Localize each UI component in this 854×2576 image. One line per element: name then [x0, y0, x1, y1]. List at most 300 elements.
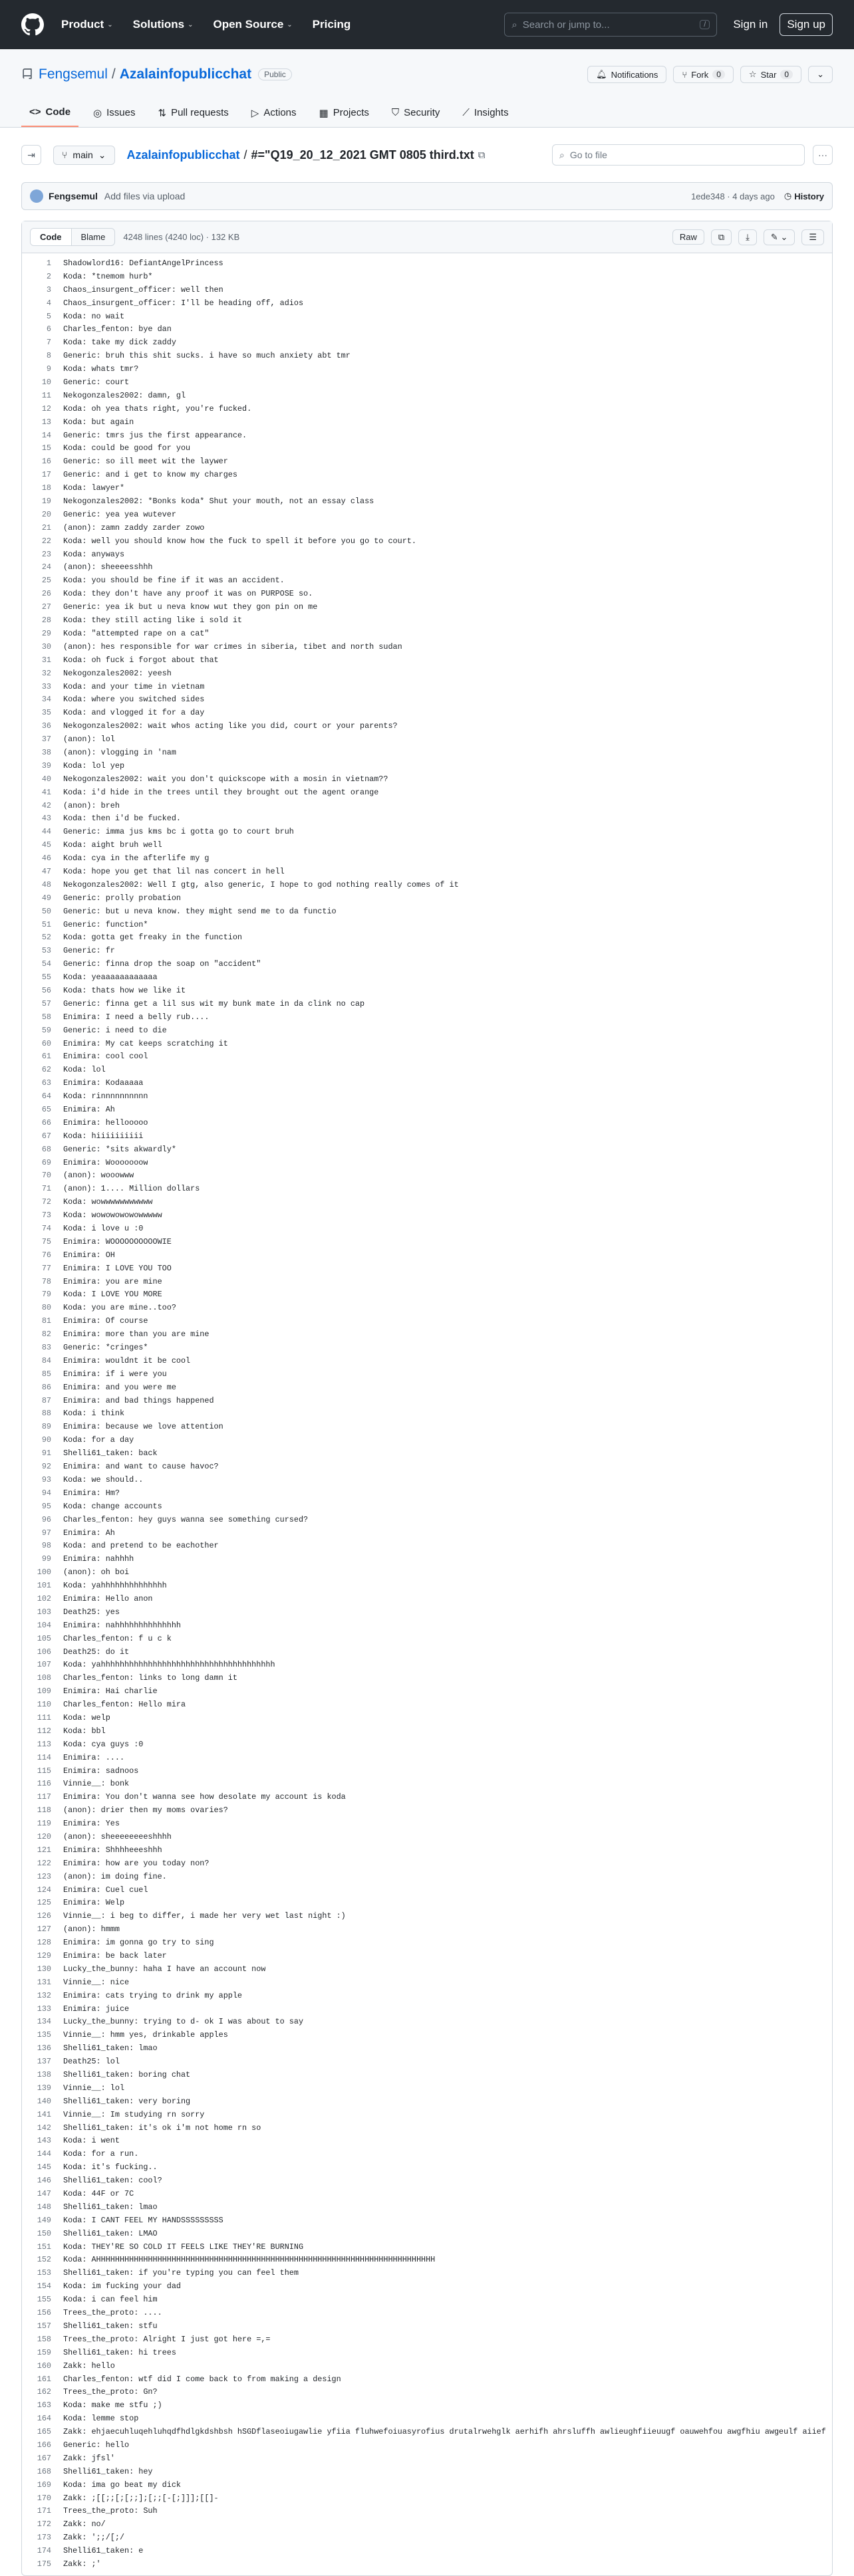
- line-number[interactable]: 113: [37, 1739, 51, 1749]
- nav-open-source[interactable]: [213, 18, 292, 31]
- line-text: (anon): sheeeesshhh: [63, 562, 153, 572]
- line-text: Generic: hello: [63, 2440, 130, 2450]
- line-number[interactable]: 54: [41, 959, 51, 969]
- fork-icon: ⑂: [682, 69, 688, 80]
- code-line: [22, 2399, 832, 2412]
- line-number[interactable]: 2: [46, 271, 51, 281]
- line-number[interactable]: 150: [37, 2228, 51, 2238]
- tab-actions[interactable]: [243, 100, 305, 127]
- sidebar-toggle-button[interactable]: [21, 145, 41, 165]
- line-number[interactable]: 66: [41, 1117, 51, 1127]
- line-number[interactable]: 85: [41, 1369, 51, 1379]
- code-line: [22, 2545, 832, 2558]
- code-line: [22, 1593, 832, 1606]
- line-number[interactable]: 70: [41, 1171, 51, 1181]
- line-number[interactable]: 62: [41, 1065, 51, 1075]
- tab-projects[interactable]: [311, 100, 377, 127]
- line-number[interactable]: 23: [41, 549, 51, 559]
- nav-label: Open Source: [213, 18, 284, 31]
- line-number[interactable]: 112: [37, 1726, 51, 1736]
- line-number[interactable]: 131: [37, 1977, 51, 1987]
- line-number[interactable]: 76: [41, 1250, 51, 1260]
- github-logo-icon[interactable]: [21, 13, 44, 36]
- line-number[interactable]: 51: [41, 919, 51, 929]
- line-text: Koda: rinnnnnnnnnn: [63, 1092, 148, 1102]
- line-number[interactable]: 60: [41, 1038, 51, 1048]
- line-number[interactable]: 111: [37, 1712, 51, 1722]
- line-number[interactable]: 86: [41, 1382, 51, 1392]
- code-line: [22, 1804, 832, 1817]
- line-number[interactable]: 103: [37, 1607, 51, 1617]
- line-number[interactable]: 81: [41, 1316, 51, 1326]
- code-line: [22, 2003, 832, 2016]
- line-number[interactable]: 174: [37, 2546, 51, 2556]
- line-number[interactable]: 9: [46, 364, 51, 374]
- code-line: [22, 945, 832, 958]
- line-number[interactable]: 68: [41, 1144, 51, 1154]
- line-number[interactable]: 168: [37, 2466, 51, 2476]
- star-dropdown-button[interactable]: [808, 66, 833, 83]
- line-number[interactable]: 56: [41, 985, 51, 995]
- line-number[interactable]: 95: [41, 1501, 51, 1511]
- line-number[interactable]: 45: [41, 840, 51, 850]
- line-number[interactable]: 170: [37, 2493, 51, 2503]
- code-line: [22, 1540, 832, 1553]
- line-text: Shelli61_taken: boring chat: [63, 2070, 191, 2080]
- line-number[interactable]: 46: [41, 854, 51, 864]
- line-number[interactable]: 83: [41, 1343, 51, 1353]
- line-number[interactable]: 12: [41, 404, 51, 413]
- line-number[interactable]: 5: [46, 311, 51, 321]
- line-number[interactable]: 122: [37, 1858, 51, 1868]
- line-number[interactable]: 124: [37, 1885, 51, 1895]
- line-number[interactable]: 57: [41, 998, 51, 1008]
- line-number[interactable]: 65: [41, 1105, 51, 1114]
- line-number[interactable]: 133: [37, 2004, 51, 2014]
- line-number[interactable]: 157: [37, 2321, 51, 2331]
- line-text: Enimira: WOOOOOOOOOOWIE: [63, 1236, 172, 1246]
- line-number[interactable]: 80: [41, 1303, 51, 1313]
- line-number[interactable]: 44: [41, 827, 51, 837]
- line-number[interactable]: 7: [46, 338, 51, 348]
- code-view-button[interactable]: Code: [31, 229, 72, 245]
- search-input[interactable]: [504, 13, 717, 37]
- line-number[interactable]: 48: [41, 879, 51, 889]
- star-button[interactable]: [740, 66, 801, 83]
- line-number[interactable]: 162: [37, 2387, 51, 2397]
- line-number[interactable]: 88: [41, 1409, 51, 1419]
- code-line: [22, 826, 832, 839]
- line-number[interactable]: 72: [41, 1197, 51, 1207]
- line-number[interactable]: 40: [41, 774, 51, 784]
- line-number[interactable]: 28: [41, 616, 51, 626]
- code-line: [22, 1434, 832, 1447]
- line-number[interactable]: 127: [37, 1925, 51, 1934]
- code-line: [22, 1104, 832, 1117]
- history-button[interactable]: [784, 191, 824, 201]
- line-number[interactable]: 87: [41, 1395, 51, 1405]
- line-number[interactable]: 128: [37, 1938, 51, 1948]
- commit-meta[interactable]: 1ede348 · 4 days ago: [691, 191, 775, 201]
- tab-label: Insights: [474, 107, 509, 118]
- line-text: Generic: so ill meet wit the laywer: [63, 457, 228, 467]
- line-number[interactable]: 59: [41, 1025, 51, 1035]
- line-number[interactable]: 16: [41, 457, 51, 467]
- line-number[interactable]: 98: [41, 1541, 51, 1551]
- line-number[interactable]: 61: [41, 1052, 51, 1062]
- line-number[interactable]: 29: [41, 628, 51, 638]
- line-number[interactable]: 108: [37, 1673, 51, 1683]
- code-line: [22, 2069, 832, 2082]
- line-number[interactable]: 69: [41, 1157, 51, 1167]
- line-number[interactable]: 135: [37, 2030, 51, 2040]
- line-text: Charles_fenton: links to long damn it: [63, 1673, 237, 1683]
- line-text: Koda: AHHHHHHHHHHHHHHHHHHHHHHHHHHHHHHHHHHHHHHHHHHHHHHHHHHHHHHHHHHHHHHHHHHHHHHHH: [63, 2255, 436, 2265]
- line-number[interactable]: 77: [41, 1263, 51, 1273]
- code-line: [22, 2466, 832, 2479]
- branch-selector[interactable]: [53, 146, 115, 165]
- line-number[interactable]: 151: [37, 2242, 51, 2252]
- line-text: Enimira: and bad things happened: [63, 1395, 214, 1405]
- line-number[interactable]: 107: [37, 1660, 51, 1670]
- line-number[interactable]: 82: [41, 1330, 51, 1340]
- line-number[interactable]: 100: [37, 1568, 51, 1578]
- code-line: [22, 1633, 832, 1646]
- line-number[interactable]: 165: [37, 2427, 51, 2437]
- line-number[interactable]: 6: [46, 324, 51, 334]
- nav-solutions[interactable]: [133, 18, 194, 31]
- fork-button[interactable]: [673, 66, 734, 83]
- line-number[interactable]: 39: [41, 761, 51, 770]
- line-number[interactable]: 102: [37, 1593, 51, 1603]
- code-line: [22, 2333, 832, 2347]
- code-line: [22, 1871, 832, 1884]
- line-number[interactable]: 74: [41, 1224, 51, 1234]
- code-line: [22, 310, 832, 324]
- code-line: [22, 1262, 832, 1276]
- nav-product[interactable]: [61, 18, 113, 31]
- line-number[interactable]: 37: [41, 735, 51, 745]
- line-number[interactable]: 38: [41, 747, 51, 757]
- line-number[interactable]: 89: [41, 1422, 51, 1432]
- code-line: [22, 1077, 832, 1090]
- line-number[interactable]: 126: [37, 1911, 51, 1921]
- line-number[interactable]: 138: [37, 2070, 51, 2080]
- avatar[interactable]: [30, 189, 43, 203]
- code-line: [22, 1725, 832, 1738]
- line-number[interactable]: 114: [37, 1752, 51, 1762]
- line-number[interactable]: 20: [41, 509, 51, 519]
- line-text: Enimira: cats trying to drink my apple: [63, 1990, 243, 2000]
- line-number[interactable]: 78: [41, 1276, 51, 1286]
- line-text: (anon): wooowww: [63, 1171, 134, 1181]
- line-number[interactable]: 64: [41, 1092, 51, 1102]
- line-number[interactable]: 8: [46, 351, 51, 361]
- line-number[interactable]: 147: [37, 2189, 51, 2199]
- line-number[interactable]: 71: [41, 1184, 51, 1194]
- line-number[interactable]: 75: [41, 1236, 51, 1246]
- line-number[interactable]: 160: [37, 2361, 51, 2371]
- line-text: Nekogonzales2002: Well I gtg, also generic, I hope to god nothing really comes of it: [63, 879, 459, 889]
- line-number[interactable]: 93: [41, 1474, 51, 1484]
- blame-view-button[interactable]: Blame: [80, 232, 106, 242]
- line-text: Shelli61_taken: very boring: [63, 2096, 191, 2106]
- repo-owner-link[interactable]: Fengsemul: [39, 66, 108, 82]
- line-number[interactable]: 31: [41, 655, 51, 665]
- line-text: Koda: whats tmr?: [63, 364, 139, 374]
- line-number[interactable]: 53: [41, 946, 51, 956]
- code-line: [22, 2439, 832, 2452]
- line-text: Koda: oh yea thats right, you're fucked.: [63, 404, 252, 413]
- line-number[interactable]: 125: [37, 1898, 51, 1908]
- line-number[interactable]: 145: [37, 2163, 51, 2172]
- line-number[interactable]: 167: [37, 2453, 51, 2463]
- kebab-horizontal-icon: ···: [818, 150, 827, 160]
- code-line: [22, 376, 832, 390]
- line-number[interactable]: 142: [37, 2123, 51, 2133]
- line-number[interactable]: 90: [41, 1435, 51, 1445]
- line-number[interactable]: 94: [41, 1488, 51, 1498]
- line-number[interactable]: 91: [41, 1449, 51, 1459]
- tab-insights[interactable]: [454, 100, 516, 127]
- line-number[interactable]: 163: [37, 2400, 51, 2410]
- edit-button[interactable]: [764, 229, 795, 245]
- code-line: [22, 561, 832, 574]
- tab-issues[interactable]: [85, 100, 143, 127]
- line-text: Enimira: and you were me: [63, 1382, 176, 1392]
- line-number[interactable]: 92: [41, 1462, 51, 1472]
- line-number[interactable]: 164: [37, 2414, 51, 2424]
- line-number[interactable]: 36: [41, 721, 51, 731]
- line-number[interactable]: 96: [41, 1514, 51, 1524]
- code-line: [22, 2412, 832, 2426]
- code-line: [22, 2386, 832, 2399]
- line-number[interactable]: 119: [37, 1819, 51, 1829]
- line-number[interactable]: 109: [37, 1687, 51, 1697]
- line-number[interactable]: 134: [37, 2017, 51, 2027]
- line-number[interactable]: 139: [37, 2083, 51, 2093]
- line-number[interactable]: 158: [37, 2334, 51, 2344]
- line-text: Koda: im fucking your dad: [63, 2282, 181, 2291]
- line-number[interactable]: 52: [41, 933, 51, 943]
- line-text: Enimira: nahhhh: [63, 1554, 134, 1564]
- code-line: [22, 1923, 832, 1936]
- line-number[interactable]: 159: [37, 2347, 51, 2357]
- line-number[interactable]: 41: [41, 787, 51, 797]
- line-number[interactable]: 22: [41, 536, 51, 546]
- line-number[interactable]: 25: [41, 576, 51, 586]
- line-text: Koda: hiiiiiiiiii: [63, 1131, 144, 1141]
- line-number[interactable]: 129: [37, 1951, 51, 1960]
- code-line: [22, 1685, 832, 1698]
- repo-name-link[interactable]: Azalainfopublicchat: [119, 66, 252, 82]
- line-text: Koda: yahhhhhhhhhhhhhhhhhhhhhhhhhhhhhhhhhhhhh: [63, 1660, 275, 1670]
- line-number[interactable]: 120: [37, 1831, 51, 1841]
- line-number[interactable]: 34: [41, 695, 51, 705]
- line-number[interactable]: 116: [37, 1779, 51, 1789]
- tab-pull-requests[interactable]: [150, 100, 236, 127]
- line-number[interactable]: 169: [37, 2480, 51, 2490]
- line-number[interactable]: 101: [37, 1581, 51, 1591]
- line-number[interactable]: 49: [41, 893, 51, 903]
- line-number[interactable]: 152: [37, 2255, 51, 2265]
- line-text: Nekogonzales2002: yeesh: [63, 668, 172, 678]
- line-text: Enimira: Shhhheeeshhh: [63, 1845, 162, 1855]
- line-number[interactable]: 155: [37, 2295, 51, 2305]
- code-line: [22, 2161, 832, 2174]
- line-text: Koda: THEY'RE SO COLD IT FEELS LIKE THEY'RE BURNING: [63, 2242, 304, 2252]
- line-text: Shelli61_taken: cool?: [63, 2176, 162, 2186]
- fork-count: 0: [712, 70, 725, 79]
- line-number[interactable]: 33: [41, 681, 51, 691]
- symbols-panel-button[interactable]: [801, 229, 824, 245]
- copy-raw-button[interactable]: [711, 229, 732, 245]
- code-line: [22, 1884, 832, 1897]
- line-number[interactable]: 106: [37, 1647, 51, 1657]
- tab-code[interactable]: [21, 100, 78, 127]
- code-line: [22, 2505, 832, 2518]
- line-text: Koda: lol yep: [63, 761, 125, 770]
- line-number[interactable]: 121: [37, 1845, 51, 1855]
- tab-label: Code: [45, 106, 71, 118]
- line-number[interactable]: 123: [37, 1871, 51, 1881]
- code-line: [22, 1209, 832, 1223]
- line-number[interactable]: 32: [41, 668, 51, 678]
- raw-button[interactable]: Raw: [672, 229, 704, 245]
- line-number[interactable]: 27: [41, 602, 51, 612]
- line-text: Koda: and vlogged it for a day: [63, 708, 205, 718]
- line-number[interactable]: 146: [37, 2176, 51, 2186]
- line-number[interactable]: 79: [41, 1290, 51, 1300]
- line-number[interactable]: 149: [37, 2215, 51, 2225]
- line-number[interactable]: 14: [41, 430, 51, 440]
- line-number[interactable]: 3: [46, 285, 51, 294]
- line-text: Koda: thats how we like it: [63, 985, 186, 995]
- line-number[interactable]: 118: [37, 1806, 51, 1815]
- line-number[interactable]: 43: [41, 814, 51, 824]
- line-number[interactable]: 67: [41, 1131, 51, 1141]
- breadcrumb: [127, 148, 486, 162]
- line-text: Koda: aight bruh well: [63, 840, 162, 850]
- line-number[interactable]: 172: [37, 2519, 51, 2529]
- line-text: Koda: oh fuck i forgot about that: [63, 655, 219, 665]
- line-text: Enimira: Hm?: [63, 1488, 120, 1498]
- line-number[interactable]: 143: [37, 2136, 51, 2146]
- line-number[interactable]: 140: [37, 2096, 51, 2106]
- line-number[interactable]: 18: [41, 483, 51, 493]
- line-number[interactable]: 148: [37, 2202, 51, 2212]
- line-number[interactable]: 144: [37, 2149, 51, 2159]
- line-text: Generic: court: [63, 378, 130, 388]
- line-number[interactable]: 132: [37, 1990, 51, 2000]
- line-number[interactable]: 19: [41, 497, 51, 507]
- line-number[interactable]: 115: [37, 1766, 51, 1776]
- line-text: Enimira: Wooooooow: [63, 1157, 148, 1167]
- commit-author[interactable]: Fengsemul: [49, 191, 98, 201]
- line-number[interactable]: 15: [41, 443, 51, 453]
- line-number[interactable]: 17: [41, 470, 51, 480]
- go-to-file-input[interactable]: [552, 144, 805, 166]
- line-text: Enimira: Ah: [63, 1105, 115, 1114]
- code-line: [22, 1646, 832, 1659]
- line-number[interactable]: 141: [37, 2109, 51, 2119]
- line-number[interactable]: 30: [41, 642, 51, 651]
- sign-in-link[interactable]: Sign in: [733, 18, 768, 31]
- line-number[interactable]: 58: [41, 1012, 51, 1022]
- tab-security[interactable]: [384, 100, 448, 127]
- star-count: 0: [780, 70, 793, 79]
- line-text: Zakk: ;[[;;[;[;;];[;;[-[;]]];[[]-: [63, 2493, 219, 2503]
- line-number[interactable]: 166: [37, 2440, 51, 2450]
- breadcrumb-repo-link[interactable]: Azalainfopublicchat: [126, 148, 240, 162]
- branch-name: main: [72, 150, 93, 160]
- line-text: Koda: change accounts: [63, 1501, 162, 1511]
- line-text: Zakk: ';;/[;/: [63, 2533, 125, 2543]
- line-number[interactable]: 63: [41, 1078, 51, 1088]
- line-number[interactable]: 161: [37, 2374, 51, 2384]
- line-number[interactable]: 153: [37, 2268, 51, 2278]
- more-options-button[interactable]: [813, 145, 833, 165]
- line-number[interactable]: 55: [41, 973, 51, 983]
- line-number[interactable]: 136: [37, 2044, 51, 2053]
- line-number[interactable]: 105: [37, 1633, 51, 1643]
- line-number[interactable]: 104: [37, 1620, 51, 1630]
- code-line: [22, 2558, 832, 2571]
- line-number[interactable]: 97: [41, 1528, 51, 1538]
- line-number[interactable]: 50: [41, 906, 51, 916]
- sign-up-button[interactable]: Sign up: [780, 13, 833, 36]
- line-number[interactable]: 137: [37, 2057, 51, 2067]
- nav-pricing[interactable]: [313, 18, 351, 31]
- repo-icon: [21, 68, 33, 80]
- line-number[interactable]: 26: [41, 589, 51, 599]
- line-number[interactable]: 130: [37, 1964, 51, 1974]
- line-number[interactable]: 1: [46, 259, 51, 268]
- commit-message[interactable]: Add files via upload: [104, 191, 186, 201]
- line-text: (anon): drier then my moms ovaries?: [63, 1806, 228, 1815]
- line-number[interactable]: 42: [41, 800, 51, 810]
- line-number[interactable]: 117: [37, 1792, 51, 1802]
- line-number[interactable]: 13: [41, 417, 51, 427]
- line-number[interactable]: 84: [41, 1355, 51, 1365]
- line-number[interactable]: 154: [37, 2282, 51, 2291]
- code-line: [22, 1288, 832, 1302]
- line-number[interactable]: 21: [41, 523, 51, 532]
- latest-commit-bar: [21, 182, 833, 210]
- copy-icon[interactable]: ⧉: [478, 149, 486, 161]
- line-number[interactable]: 173: [37, 2533, 51, 2543]
- line-number[interactable]: 11: [41, 390, 51, 400]
- code-line: [22, 628, 832, 641]
- line-number[interactable]: 4: [46, 298, 51, 308]
- notifications-button[interactable]: [587, 66, 666, 83]
- line-number[interactable]: 24: [41, 562, 51, 572]
- line-number[interactable]: 156: [37, 2308, 51, 2318]
- line-number[interactable]: 175: [37, 2559, 51, 2569]
- line-number[interactable]: 110: [37, 1700, 51, 1710]
- download-button[interactable]: [738, 229, 757, 245]
- line-number[interactable]: 10: [41, 378, 51, 388]
- line-number[interactable]: 47: [41, 866, 51, 876]
- line-text: Enimira: sadnoos: [63, 1766, 139, 1776]
- file-toolbar: [22, 221, 832, 253]
- code-line: [22, 1050, 832, 1064]
- line-number[interactable]: 99: [41, 1554, 51, 1564]
- line-number[interactable]: 73: [41, 1211, 51, 1221]
- line-number[interactable]: 171: [37, 2506, 51, 2516]
- line-number[interactable]: 35: [41, 708, 51, 718]
- search-icon: ⌕: [511, 19, 517, 31]
